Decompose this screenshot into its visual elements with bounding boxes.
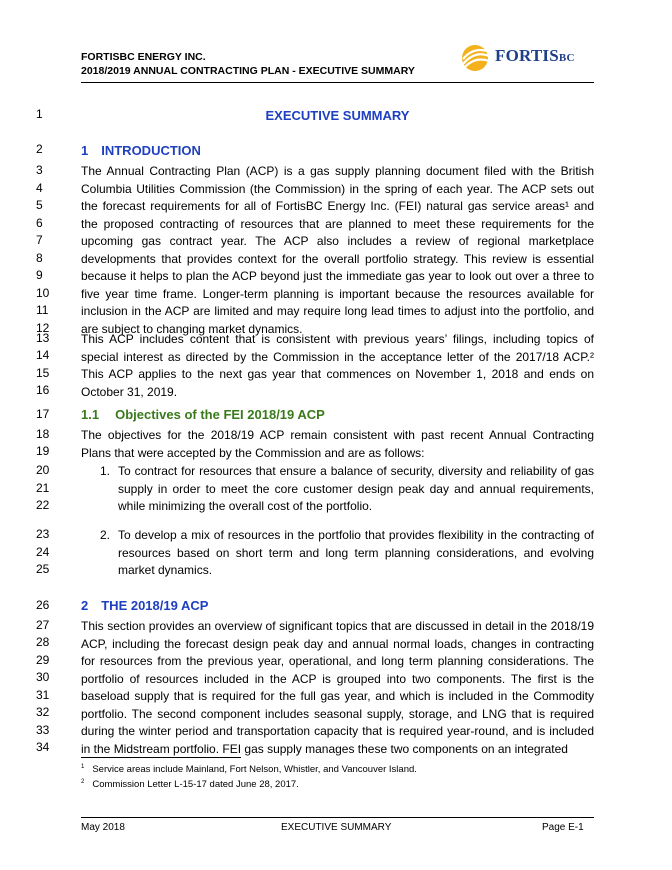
text-line: developments that provides context for the overall portfolio strategy. This review is essential: [81, 251, 594, 266]
line-number: 5: [36, 198, 43, 212]
text-line: To develop a mix of resources in the portfolio that provides flexibility in the contracting of: [118, 528, 594, 542]
line-number: 30: [36, 670, 50, 684]
line-number: 7: [36, 233, 43, 247]
text-line: because it helps to plan the ACP beyond just the immediate gas year to look out over a three to: [81, 269, 594, 283]
line-number: 27: [36, 618, 50, 632]
line-number: 19: [36, 444, 50, 458]
text-line: portfolio of resources included in the ACP is grouped into two components. The first is the: [81, 671, 594, 686]
line-number: 25: [36, 562, 50, 576]
paragraph-introduction: [81, 163, 594, 338]
line-number: 6: [36, 216, 43, 230]
text-line: while minimizing the overall cost of the portfolio.: [118, 499, 373, 513]
line-number: 28: [36, 635, 50, 649]
line-number: 15: [36, 366, 50, 380]
line-number: 22: [36, 498, 50, 512]
line-number: 18: [36, 427, 50, 441]
line-number: 20: [36, 463, 50, 477]
list-item: [100, 463, 594, 516]
text-line: special interest as directed by the Commission in the acceptance letter of the 2017/18 ACP.²: [81, 349, 594, 364]
line-number: 12: [36, 321, 50, 335]
text-line: October 31, 2019.: [81, 384, 178, 399]
line-number: 16: [36, 383, 50, 397]
paragraph-acp-overview: [81, 618, 594, 758]
text-line: the proposed contracting of resources that are planned to meet these requirements for the: [81, 216, 594, 231]
text-line: portfolio. The second component includes seasonal supply, storage, and LNG that is required: [81, 706, 594, 721]
line-number: 11: [36, 303, 49, 317]
page-title: EXECUTIVE SUMMARY: [265, 108, 410, 123]
text-line: are subject to changing market dynamics.: [81, 321, 303, 336]
line-number: 34: [36, 740, 50, 754]
text-line: The objectives for the 2018/19 ACP remain consistent with past recent Annual Contracting: [81, 428, 594, 442]
line-number: 4: [36, 181, 43, 195]
text-line: during the winter period and transportation capacity that is required year-round, and is included: [81, 724, 594, 738]
line-number: 14: [36, 348, 50, 362]
footer-page: Page E-1: [542, 822, 584, 833]
text-line: baseload supply that is required for the full gas year, and which is included in the Commodity: [81, 689, 594, 703]
text-line: inclusion in the ACP are limited and may require long lead times to adjust into the portfolio, and: [81, 304, 594, 318]
fortisbc-logo: [459, 42, 599, 72]
header-rule: [81, 82, 594, 83]
line-number: 24: [36, 545, 50, 559]
footer-date: May 2018: [81, 822, 125, 833]
list-number: 2.: [100, 528, 111, 542]
list-item: [100, 527, 594, 580]
footer-rule: [81, 817, 594, 818]
line-number: 1: [36, 107, 43, 121]
text-line: Columbia Utilities Commission (the Commission) in the spring of each year. The ACP sets out: [81, 181, 594, 196]
footnote-1: $^1$ Service areas include Mainland, Fort Nelson, Whistler, and Vancouver Island.: [81, 763, 417, 775]
text-line: This ACP applies to the next gas year that commences on November 1, 2018 and ends on: [81, 367, 594, 381]
line-number: 29: [36, 653, 50, 667]
paragraph-objectives: [81, 427, 594, 462]
line-number: 33: [36, 723, 50, 737]
line-number: 21: [36, 481, 50, 495]
line-number: 17: [36, 407, 50, 421]
text-line: This section provides an overview of significant topics that are discussed in detail in the 2018/19: [81, 619, 594, 633]
text-line: This ACP includes content that is consistent with previous years’ filings, including topics of: [81, 332, 594, 346]
text-line: for resources from the previous year, operational, and long term planning considerations. The: [81, 654, 594, 668]
sun-icon: [459, 42, 491, 72]
text-line: market dynamics.: [118, 563, 213, 577]
line-number: 3: [36, 163, 43, 177]
list-number: 1.: [100, 464, 111, 478]
line-number: 10: [36, 286, 50, 300]
text-line: To contract for resources that ensure a balance of security, diversity and reliability of gas: [118, 464, 594, 478]
line-number: 23: [36, 527, 50, 541]
header-doc-title: 2018/2019 ANNUAL CONTRACTING PLAN - EXECUTIVE SUMMARY: [81, 65, 415, 77]
header-company: FORTISBC ENERGY INC.: [81, 51, 206, 63]
text-line: upcoming gas contract year. The ACP also includes a review of regional marketplace: [81, 234, 594, 248]
line-number: 2: [36, 142, 43, 156]
text-line: The Annual Contracting Plan (ACP) is a gas supply planning document filed with the British: [81, 164, 594, 178]
text-line: five year time frame. Longer-term planning is important because the resources available for: [81, 286, 594, 301]
logo-wordmark: FORTISBC: [495, 46, 575, 65]
text-line: in the Midstream portfolio. FEI gas supply manages these two components on an integrated: [81, 741, 568, 756]
line-number: 13: [36, 331, 50, 345]
text-line: ACP, including the forecast design peak day and annual normal loads, changes in contracting: [81, 636, 594, 651]
footnote-rule: [81, 757, 241, 758]
text-line: Plans that were accepted by the Commission and are as follows:: [81, 445, 425, 460]
section-heading-introduction: 1 INTRODUCTION: [81, 143, 201, 158]
text-line: supply in order to meet the core customer design peak day and annual requirements,: [118, 481, 594, 496]
line-number: 8: [36, 251, 43, 265]
section-heading-2018-19-acp: 2 THE 2018/19 ACP: [81, 598, 209, 613]
text-line: the forecast requirements for all of FortisBC Energy Inc. (FEI) natural gas service areas¹ and: [81, 199, 594, 213]
line-number: 31: [36, 688, 50, 702]
line-number: 32: [36, 705, 50, 719]
section-heading-objectives: 1.1 Objectives of the FEI 2018/19 ACP: [81, 407, 325, 422]
line-number: 26: [36, 598, 50, 612]
running-header: [81, 50, 415, 78]
paragraph-acp-content: [81, 331, 594, 401]
footnote-2: $^2$ Commission Letter L-15-17 dated June 28, 2017.: [81, 778, 299, 790]
line-number: 9: [36, 268, 43, 282]
footer-center: EXECUTIVE SUMMARY: [281, 822, 392, 833]
text-line: resources based on short term and long term planning considerations, and evolving: [118, 545, 594, 560]
